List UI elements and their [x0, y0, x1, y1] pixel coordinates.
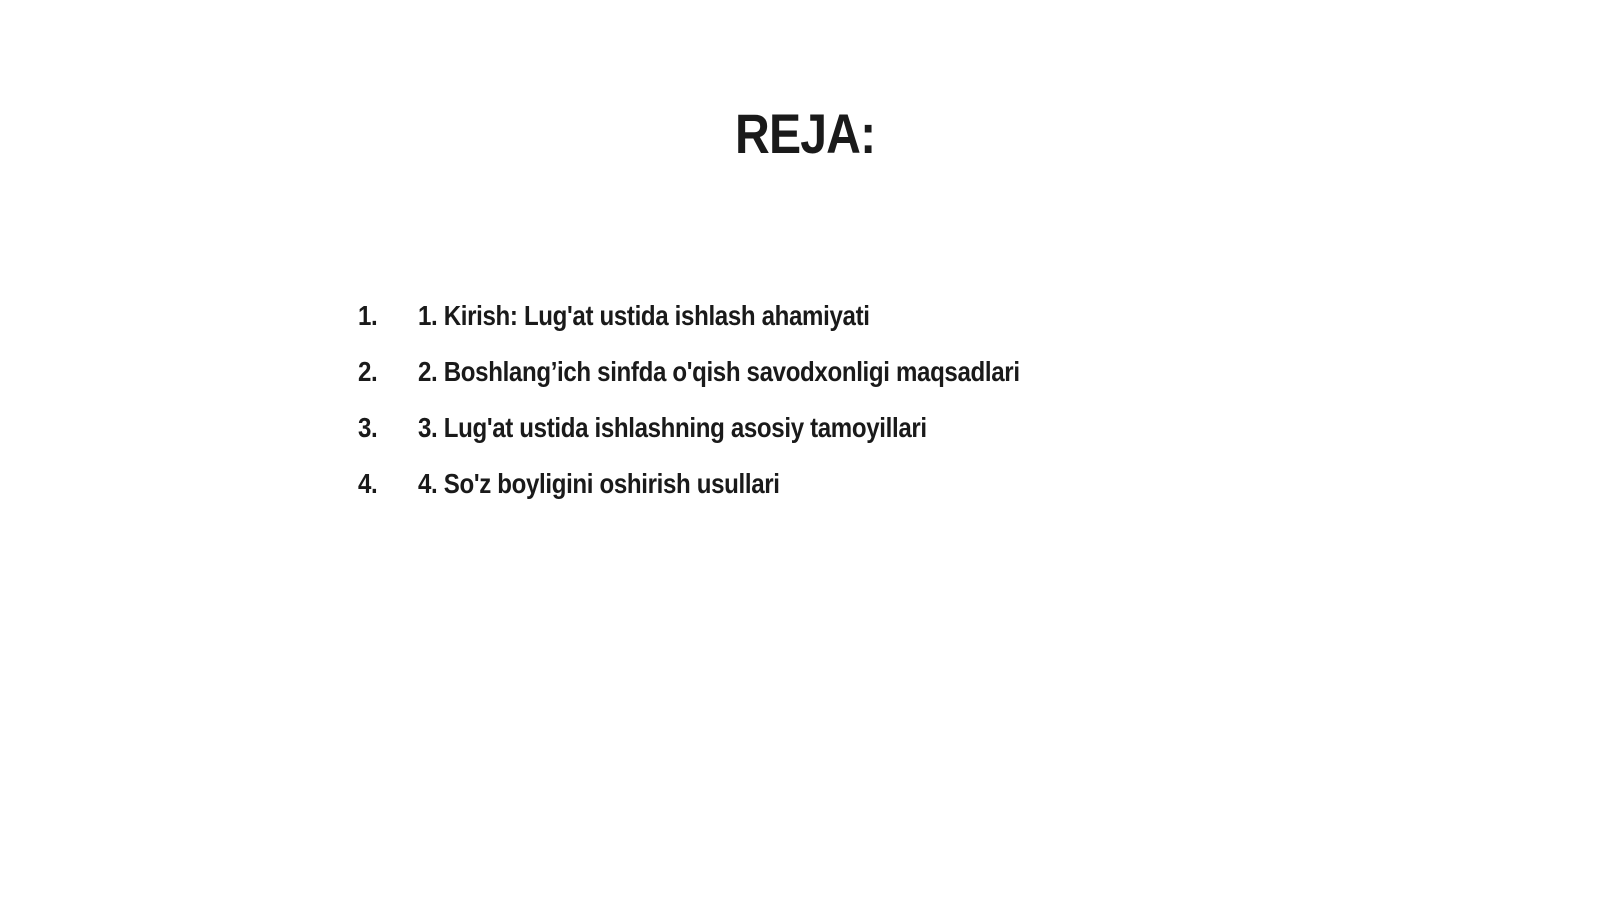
- list-item: [358, 456, 1118, 512]
- list-item-text: 2. Boshlang’ich sinfda o'qish savodxonligi maqsadlari: [418, 356, 1020, 387]
- list-item: [358, 344, 1118, 400]
- list-item: [358, 400, 1118, 456]
- list-item-number: 4.: [358, 468, 378, 499]
- list-item-number: 3.: [358, 412, 378, 443]
- list-item-number: 1.: [358, 300, 378, 331]
- list-item-number: 2.: [358, 356, 378, 387]
- slide-title: REJA:: [735, 102, 876, 165]
- list-item-text: 1. Kirish: Lug'at ustida ishlash ahamiyati: [418, 300, 870, 331]
- list-item-text: 3. Lug'at ustida ishlashning asosiy tamoyillari: [418, 412, 927, 443]
- plan-list: [358, 288, 1118, 512]
- list-item-text: 4. So'z boyligini oshirish usullari: [418, 468, 780, 499]
- list-item: [358, 288, 1118, 344]
